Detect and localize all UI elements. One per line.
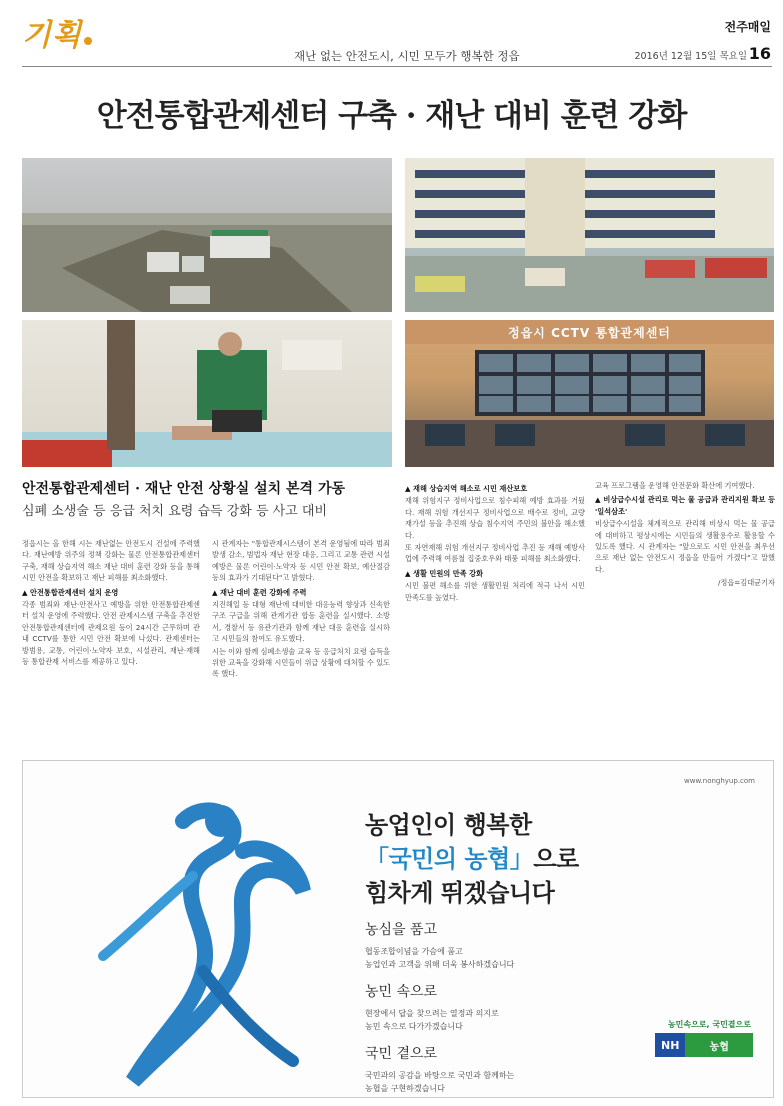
paragraph: 교육 프로그램을 운영해 안전문화 확산에 기여했다. (595, 481, 755, 490)
ad-headline-highlight: 「국민의 농협」 (365, 844, 534, 873)
ad-url[interactable]: www.nonghyup.com (684, 777, 755, 785)
section-heading: ▲ 안전통합관제센터 설치 운영 (22, 587, 119, 597)
ad-section-title: 농심을 품고 (365, 922, 438, 938)
subhead-secondary: 심폐 소생술 등 응급 처치 요령 습득 강화 등 사고 대비 (22, 504, 328, 519)
section-heading: ▲ 비상급수시설 관리로 먹는 물 공급과 관리지원 확보 등 '일석삼조' (595, 495, 775, 516)
paragraph: 각종 범죄와 재난·안전사고 예방을 위한 안전통합관제센터 설치 운영에 주력했다. 안전 관제시스템 구축을 추진한 안전통합관제센터에 관제요원 등이 24시간 근무하며 관내 CCTV를 통한 시민 안전 확보에 나섰다. 관제센터는 방범용, 교통, 어린이·노약자 보호, 시설관리, 재난·재해 등 통합관제 서비스를 제공하고 있다. (22, 600, 200, 667)
article-column-1 (22, 538, 200, 668)
nh-logo-mark: NH (661, 1038, 680, 1052)
ad-tagline: 농민속으로, 국민곁으로 (667, 1020, 751, 1029)
byline: /정읍=김대균기자 (717, 578, 775, 588)
paragraph: 시민 불편 해소를 위한 생활민원 처리에 적극 나서 시민 만족도를 높였다. (405, 581, 585, 602)
ad-section (365, 981, 499, 1033)
runner-illustration (63, 781, 323, 1091)
cctv-center-sign: 정읍시 CCTV 통합관제센터 (508, 326, 671, 340)
ad-section-line: 국민과의 공감을 바탕으로 국민과 함께하는 (365, 1071, 515, 1080)
section-heading: ▲ 생활 민원의 만족 강화 (405, 568, 484, 578)
nh-logo-name: 농협 (685, 1033, 753, 1057)
paragraph: 또 자연재해 위험 개선지구 정비사업 추진 등 재해 예방사업에 주력해 여름철 집중호우와 태풍 피해를 최소화했다. (405, 543, 585, 564)
paragraph: 시 관계자는 "통합관제시스템이 본격 운영됨에 따라 범죄 발생 감소, 범법자 재난 현장 대응, 그리고 교통 관련 시설 예방은 물론 어린이·노약자 등 시민 안전 확보, 예산절감 등의 효과가 기대된다"고 밝혔다. (212, 539, 390, 583)
ad-headline-3: 힘차게 뛰겠습니다 (365, 878, 555, 907)
paragraph: 정읍시는 올 한해 시는 재난없는 안전도시 건설에 주력했다. 재난예방 위주의 정책 강화는 물론 안전통합관제센터 구축, 재해 상습지역 해소 재난 대비 훈련 강화 등을 통해 시민 안전을 확보하고 재난 피해를 최소화했다. (22, 539, 200, 583)
ad-section-line: 현장에서 답을 찾으려는 열정과 의지로 (365, 1009, 499, 1018)
cctv-center-photo (405, 320, 774, 467)
article-column-2 (212, 538, 390, 681)
article-column-3 (405, 480, 585, 604)
page-header (0, 0, 783, 70)
page-slogan: 재난 없는 안전도시, 시민 모두가 행복한 정읍 (294, 49, 520, 63)
page-number: 16 (748, 44, 771, 63)
cpr-training-photo (22, 320, 392, 467)
header-divider (22, 66, 772, 67)
article-column-4 (595, 480, 775, 590)
ad-headline-2-rest: 으로 (533, 844, 579, 873)
ad-section-line: 협동조합이념을 가슴에 품고 (365, 947, 463, 956)
section-logo: 기획 (22, 10, 92, 54)
paragraph: 비상급수시설을 체계적으로 관리해 비상시 먹는 물 공급에 대비하고 평상시에는 시민들의 생활용수로 활용할 수 있도록 했다. 시 관계자는 "앞으로도 시민 안전을 최우선으로 재난 없는 안전도시 정읍을 만들어 가겠다"고 말했다. (595, 519, 775, 574)
ad-headline-2 (365, 839, 579, 874)
section-heading: ▲ 재해 상습지역 해소로 시민 재산보호 (405, 484, 528, 493)
ad-section (365, 1043, 514, 1095)
issue-date: 2016년 12월 15일 목요일 (634, 51, 747, 62)
paragraph: 시는 이와 함께 심폐소생술 교육 등 응급처치 요령 습득을 위한 교육을 강화해 시민들이 위급 상황에 대처할 수 있도록 했다. (212, 646, 390, 679)
newspaper-name: 전주매일 (724, 20, 771, 34)
nonghyup-advertisement[interactable] (22, 760, 774, 1098)
section-heading: ▲ 재난 대비 훈련 강화에 주력 (212, 587, 307, 597)
ad-section (365, 919, 514, 971)
ad-section-title: 농민 속으로 (365, 984, 438, 1000)
ad-section-line: 농민 속으로 다가가겠습니다 (365, 1022, 463, 1031)
ad-section-line: 농협을 구현하겠습니다 (365, 1084, 445, 1093)
ad-section-line: 농업인과 고객을 위해 더욱 봉사하겠습니다 (365, 960, 515, 969)
drill-photo (405, 158, 774, 312)
ad-headline-1: 농업인이 행복한 (365, 810, 532, 839)
article-headline: 안전통합관제센터 구축 · 재난 대비 훈련 강화 (96, 98, 687, 134)
subhead-primary: 안전통합관제센터 · 재난 안전 상황실 설치 본격 가동 (22, 481, 345, 497)
paragraph: 재해 위험지구 정비사업으로 침수피해 예방 효과를 거뒀다. 재해 위험 개선지구 정비사업으로 배수로 정비, 교량 재가설 등을 추진해 상습 침수지역 주민의 불안을 해소했다. (405, 496, 585, 540)
paragraph: 지진해일 등 대형 재난에 대비한 대응능력 향상과 신속한 구조 구급을 위해 관계기관 합동 훈련을 실시했다. 소방서, 경찰서 등 유관기관과 함께 재난 대응 훈련을 실시하고 시민들의 참여도 유도했다. (212, 600, 390, 644)
nh-logo[interactable] (655, 1033, 753, 1057)
aerial-photo (22, 158, 392, 312)
ad-section-title: 국민 곁으로 (365, 1046, 438, 1062)
